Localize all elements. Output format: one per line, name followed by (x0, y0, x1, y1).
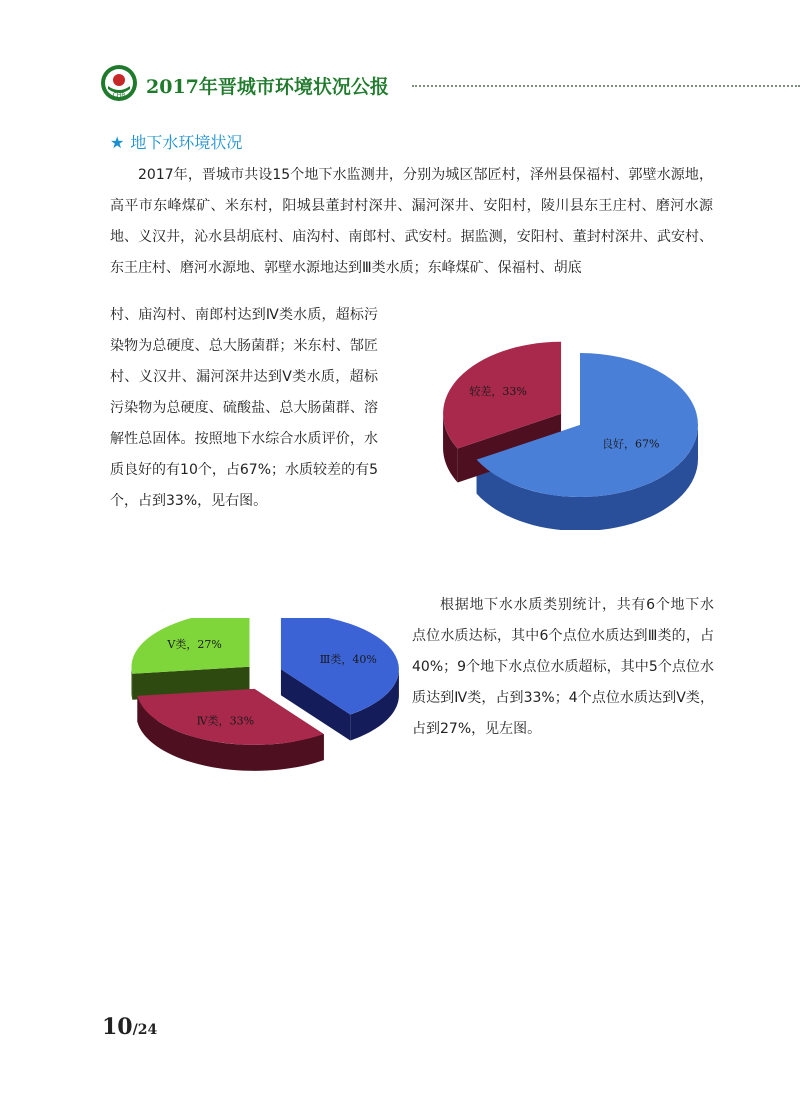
star-icon: ★ (110, 133, 125, 152)
water-category-pie-chart (110, 618, 410, 783)
pie-data-label: Ⅲ类，40% (319, 652, 377, 666)
paragraph-quality: 村、庙沟村、南郎村达到Ⅳ类水质，超标污染物为总硬度、总大肠菌群；米东村、郜匠村、义汉井、漏河深井达到Ⅴ类水质，超标污染物为总硬度、硫酸盐、总大肠菌群、溶解性总固体。按照地下水综合水质评价，水质良好的有10个，占67%；水质较差的有5个，占到33%，见右图。 (110, 307, 378, 509)
page-header (100, 64, 800, 104)
report-title: 2017年晋城市环境状况公报 (146, 76, 389, 98)
pie-data-label: Ⅳ类，33% (196, 714, 255, 728)
header-divider (412, 85, 800, 87)
page-number (102, 1014, 157, 1040)
page-current: 10 (102, 1014, 133, 1040)
pie-data-label: 较差，33% (469, 385, 527, 399)
pie-data-label: 良好，67% (602, 437, 660, 451)
svg-text:CHB: CHB (112, 92, 126, 99)
section-title: 地下水环境状况 (130, 133, 243, 152)
section-heading (110, 130, 242, 153)
water-quality-pie-chart (380, 330, 720, 530)
paragraph-monitoring: 2017年，晋城市共设15个地下水监测井，分别为城区郜匠村，泽州县保福村、郭壁水源地，高平市东峰煤矿、米东村，阳城县董封村深井、漏河深井、安阳村，陵川县东王庄村、磨河水源地、义汉井，沁水县胡底村、庙沟村、南郎村、武安村。据监测，安阳村、董封村深井、武安村、东王庄村、磨河水源地、郭壁水源地达到Ⅲ类水质；东峰煤矿、保福村、胡底 (110, 167, 713, 276)
pie-data-label: Ⅴ类，27% (167, 637, 222, 651)
environment-logo-icon (100, 64, 138, 102)
paragraph-category: 根据地下水水质类别统计，共有6个地下水点位水质达标，其中6个点位水质达到Ⅲ类的，占40%；9个地下水点位水质超标，其中5个点位水质达到Ⅳ类，占到33%；4个点位水质达到Ⅴ类，占到27%，见左图。 (412, 597, 714, 737)
page-total: /24 (132, 1022, 158, 1038)
